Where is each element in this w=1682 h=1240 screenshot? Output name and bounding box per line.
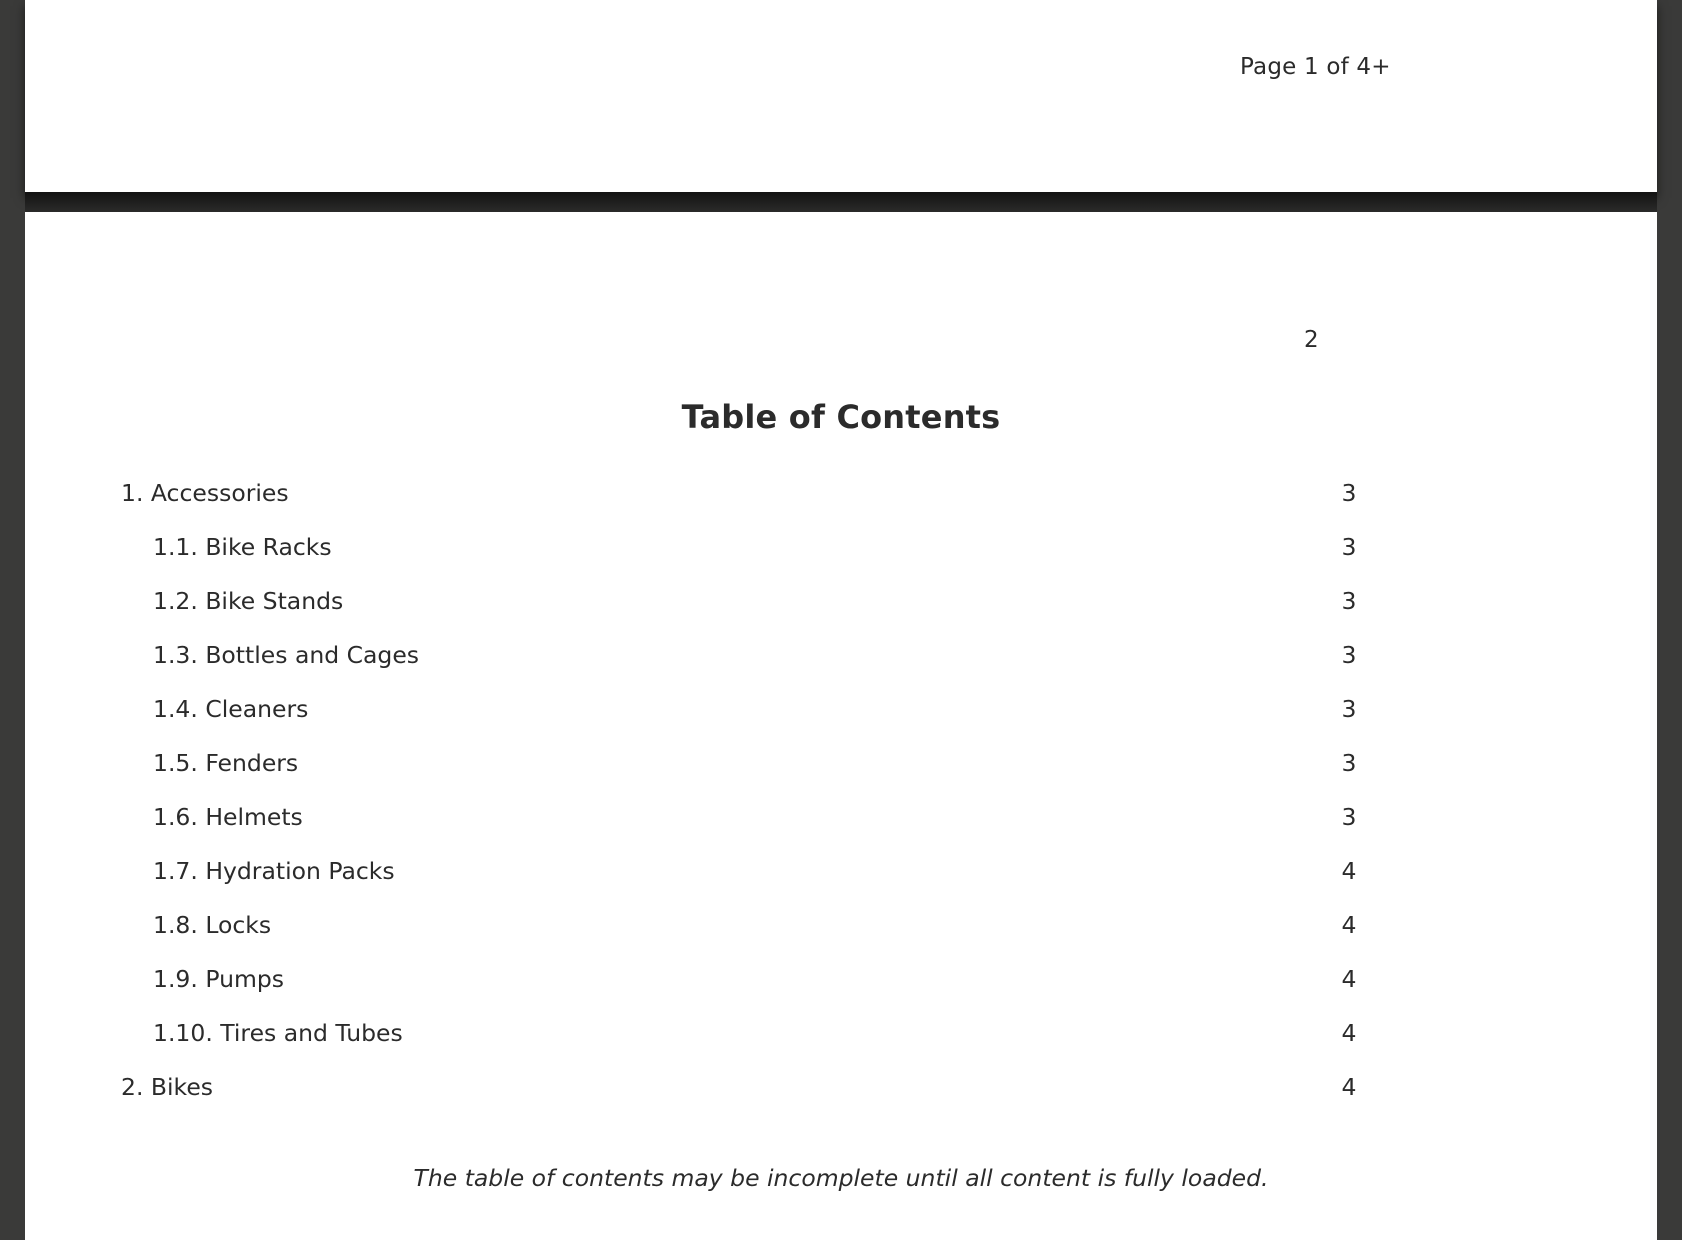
toc-item-page: 3 — [1341, 749, 1357, 777]
toc-item-page: 4 — [1341, 857, 1357, 885]
toc-item-page: 4 — [1341, 1073, 1357, 1101]
toc-item-fenders[interactable] — [25, 748, 1657, 802]
toc-item-cleaners[interactable] — [25, 694, 1657, 748]
toc-item-bikes[interactable] — [25, 1072, 1657, 1126]
toc-item-page: 3 — [1341, 533, 1357, 561]
toc-item-label: 1.2. Bike Stands — [153, 587, 344, 615]
toc-item-page: 3 — [1341, 641, 1357, 669]
page-1 — [25, 0, 1657, 192]
toc-item-page: 4 — [1341, 911, 1357, 939]
toc-item-page: 3 — [1341, 695, 1357, 723]
toc-item-label: 1.7. Hydration Packs — [153, 857, 395, 885]
toc-item-label: 1.8. Locks — [153, 911, 272, 939]
toc-item-bike-stands[interactable] — [25, 586, 1657, 640]
toc-item-hydration-packs[interactable] — [25, 856, 1657, 910]
toc-item-label: 2. Bikes — [121, 1073, 214, 1101]
toc-item-locks[interactable] — [25, 910, 1657, 964]
toc-item-label: 1.3. Bottles and Cages — [153, 641, 420, 669]
toc-item-bottles-and-cages[interactable] — [25, 640, 1657, 694]
toc-item-tires-and-tubes[interactable] — [25, 1018, 1657, 1072]
page-number: 2 — [1304, 327, 1319, 353]
toc-item-page: 3 — [1341, 803, 1357, 831]
toc-item-label: 1.4. Cleaners — [153, 695, 309, 723]
toc-list — [25, 478, 1657, 1126]
toc-item-page: 3 — [1341, 479, 1357, 507]
toc-incomplete-note: The table of contents may be incomplete until all content is fully loaded. — [413, 1164, 1269, 1192]
toc-item-bike-racks[interactable] — [25, 532, 1657, 586]
page-separator — [25, 192, 1657, 212]
toc-item-label: 1.1. Bike Racks — [153, 533, 332, 561]
toc-item-page: 4 — [1341, 965, 1357, 993]
toc-item-helmets[interactable] — [25, 802, 1657, 856]
toc-item-label: 1.10. Tires and Tubes — [153, 1019, 403, 1047]
toc-item-page: 4 — [1341, 1019, 1357, 1047]
toc-item-label: 1.5. Fenders — [153, 749, 299, 777]
toc-item-accessories[interactable] — [25, 478, 1657, 532]
toc-item-label: 1. Accessories — [121, 479, 289, 507]
page-counter: Page 1 of 4+ — [1240, 54, 1391, 80]
page-2 — [25, 212, 1657, 1240]
toc-item-page: 3 — [1341, 587, 1357, 615]
toc-item-label: 1.6. Helmets — [153, 803, 303, 831]
toc-title: Table of Contents — [681, 398, 1001, 436]
toc-item-pumps[interactable] — [25, 964, 1657, 1018]
toc-item-label: 1.9. Pumps — [153, 965, 285, 993]
